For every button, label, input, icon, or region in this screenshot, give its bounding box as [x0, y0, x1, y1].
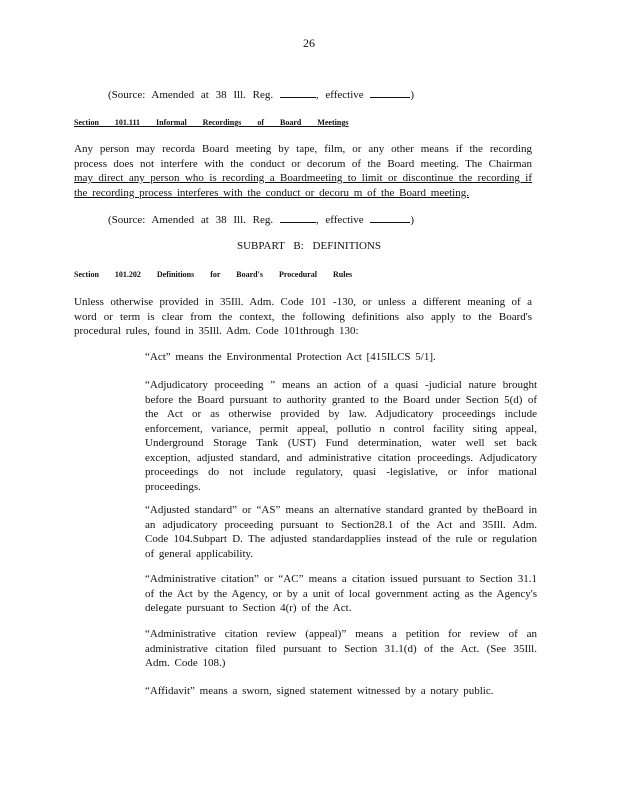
section-101-111-heading: Section 101.111 Informal Recordings of Board Meetings [74, 118, 349, 127]
page-number: 26 [303, 36, 315, 50]
paragraph-text: Any person may recorda Board meeting by tape, film, or any other means if the recording process does not interfere with the conduct or decorum of the Board meeting. The Chairman [74, 143, 532, 170]
section-101-111-paragraph [74, 142, 532, 200]
source-note-text: (Source: Amended at 38 Ill. Reg. [108, 89, 274, 101]
definition-affidavit: “Affidavit” means a sworn, signed statement witnessed by a notary public. [145, 685, 494, 697]
blank-line [370, 212, 410, 223]
source-effective-text: effective [325, 89, 364, 101]
source-note-2: (Source: Amended at 38 Ill. Reg. , effective ) [108, 214, 415, 226]
section-101-202-heading: Section 101.202 Definitions for Board's Procedural Rules [74, 270, 353, 279]
source-note-1: (Source: Amended at 38 Ill. Reg. , effective ) [108, 89, 415, 101]
subpart-heading: SUBPART B: DEFINITIONS [237, 240, 381, 252]
paragraph-underlined-text: may direct any person who is recording a Boardmeeting to limit or discontinue the recording if the recording process interferes with the conduct or decoru m of the Board meeting. [74, 172, 532, 199]
blank-line [280, 87, 316, 98]
section-101-202-intro: Unless otherwise provided in 35Ill. Adm. Code 101 -130, or unless a different meaning of a word or term is clear from the context, the following definitions also apply to the Board's procedural rules, found in 35Ill. Adm. Code 101through 130: [74, 296, 532, 337]
definition-adjudicatory-proceeding: “Adjudicatory proceeding ” means an action of a quasi -judicial nature brought before the Board pursuant to authority granted to the Board under Section 5(d) of the Act or as otherwise provided by law. Adjudicatory proceedings include enforcement, variance, permit appeal, pollutio n control facility siting appeal, Underground Storage Tank (UST) Fund determination, water well set back exception, adjusted standard, and administrative citation proceedings. Adjudicatory proceedings do not include regulatory, quasi -legislative, or infor mational proceedings. [145, 379, 537, 493]
source-effective-text: effective [325, 214, 364, 226]
definition-act: “Act” means the Environmental Protection Act [415ILCS 5/1]. [145, 351, 436, 363]
definition-adjusted-standard: “Adjusted standard” or “AS” means an alternative standard granted by theBoard in an adjudicatory proceeding pursuant to Section28.1 of the Act and 35Ill. Adm. Code 104.Subpart D. The adjusted standardapplies instead of the rule or regulation of general applicability. [145, 504, 537, 560]
source-note-text: (Source: Amended at 38 Ill. Reg. [108, 214, 274, 226]
definition-administrative-citation-review: “Administrative citation review (appeal)” means a petition for review of an administrative citation filed pursuant to Section 31.1(d) of the Act. (See 35Ill. Adm. Code 108.) [145, 628, 537, 669]
blank-line [280, 212, 316, 223]
blank-line [370, 87, 410, 98]
definition-administrative-citation: “Administrative citation” or “AC” means a citation issued pursuant to Section 31.1 of the Act by the Agency, or by a unit of local government acting as the Agency's delegate pursuant to Section 4(r) of the Act. [145, 573, 537, 614]
